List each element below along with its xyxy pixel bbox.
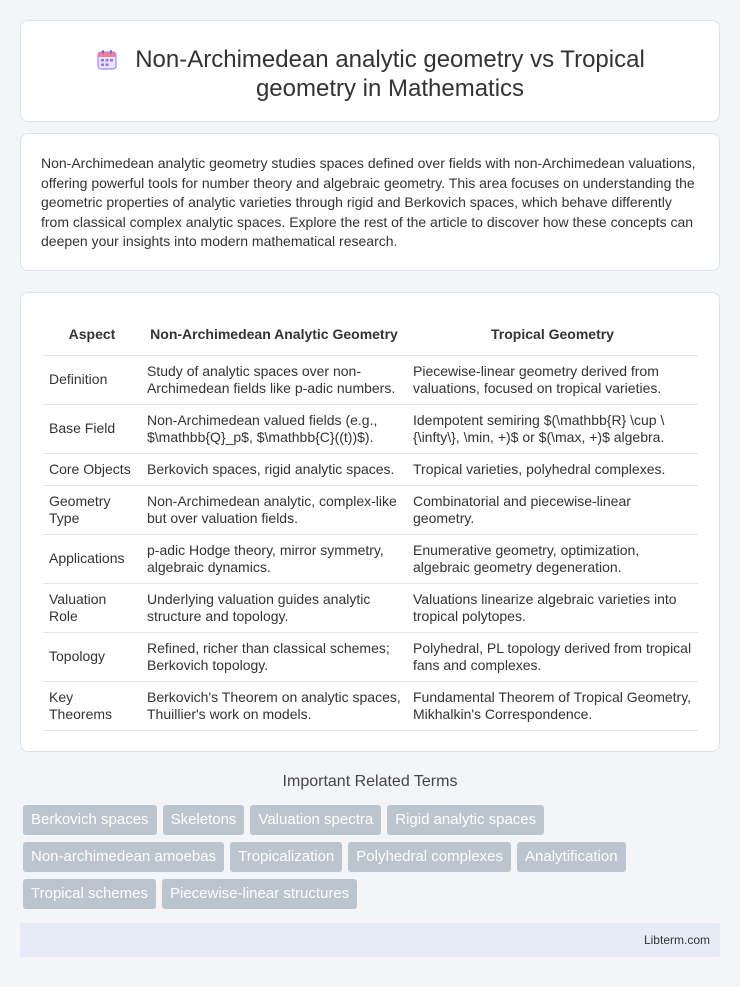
table-row (43, 404, 698, 453)
related-term-tag[interactable]: Non-archimedean amoebas (23, 842, 224, 872)
related-term-tag[interactable]: Valuation spectra (250, 805, 381, 835)
related-term-tag[interactable]: Rigid analytic spaces (387, 805, 544, 835)
footer (20, 923, 720, 957)
tropical-cell: Piecewise-linear geometry derived from valuations, focused on tropical varieties. (407, 355, 698, 404)
table-header-row (43, 315, 698, 355)
related-term-tag[interactable]: Analytification (517, 842, 626, 872)
title-card (20, 20, 720, 122)
related-term-tag[interactable]: Polyhedral complexes (348, 842, 511, 872)
non-archimedean-cell: Berkovich spaces, rigid analytic spaces. (141, 453, 407, 485)
table-row (43, 534, 698, 583)
non-archimedean-cell: Non-Archimedean analytic, complex-like but over valuation fields. (141, 485, 407, 534)
header-aspect: Aspect (43, 315, 141, 355)
non-archimedean-cell: Refined, richer than classical schemes; Berkovich topology. (141, 632, 407, 681)
related-term-tag[interactable]: Skeletons (163, 805, 245, 835)
comparison-table (43, 315, 698, 731)
header-non-archimedean: Non-Archimedean Analytic Geometry (141, 315, 407, 355)
related-terms-title: Important Related Terms (282, 773, 458, 790)
non-archimedean-cell: Underlying valuation guides analytic structure and topology. (141, 583, 407, 632)
table-row (43, 681, 698, 730)
related-term-tag[interactable]: Berkovich spaces (23, 805, 157, 835)
tropical-cell: Valuations linearize algebraic varieties into tropical polytopes. (407, 583, 698, 632)
related-term-tag[interactable]: Tropicalization (230, 842, 342, 872)
comparison-card (20, 292, 720, 752)
non-archimedean-cell: Study of analytic spaces over non-Archimedean fields like p-adic numbers. (141, 355, 407, 404)
table-row (43, 583, 698, 632)
intro-paragraph: Non-Archimedean analytic geometry studies spaces defined over fields with non-Archimedean valuations, offering powerful tools for number theory and algebraic geometry. This area focuses on understanding the geometric properties of analytic varieties through rigid and Berkovich spaces, which behave differently from classical complex analytic spaces. Explore the rest of the article to discover how these concepts can deepen your insights into modern mathematical research. (41, 155, 696, 250)
tropical-cell: Fundamental Theorem of Tropical Geometry, Mikhalkin's Correspondence. (407, 681, 698, 730)
non-archimedean-cell: p-adic Hodge theory, mirror symmetry, algebraic dynamics. (141, 534, 407, 583)
aspect-cell: Geometry Type (43, 485, 141, 534)
aspect-cell: Topology (43, 632, 141, 681)
page-title: Non-Archimedean analytic geometry vs Tropical geometry in Mathematics (135, 46, 645, 102)
tropical-cell: Enumerative geometry, optimization, algebraic geometry degeneration. (407, 534, 698, 583)
tropical-cell: Idempotent semiring $(\mathbb{R} \cup \{\infty\}, \min, +)$ or $(\max, +)$ algebra. (407, 404, 698, 453)
footer-site-link[interactable]: Libterm.com (643, 933, 710, 947)
table-row (43, 355, 698, 404)
table-row (43, 485, 698, 534)
table-row (43, 632, 698, 681)
tropical-cell: Tropical varieties, polyhedral complexes. (407, 453, 698, 485)
aspect-cell: Valuation Role (43, 583, 141, 632)
intro-card (20, 133, 720, 271)
related-term-tag[interactable]: Tropical schemes (23, 879, 156, 909)
non-archimedean-cell: Non-Archimedean valued fields (e.g., $\mathbb{Q}_p$, $\mathbb{C}((t))$). (141, 404, 407, 453)
non-archimedean-cell: Berkovich's Theorem on analytic spaces, Thuillier's work on models. (141, 681, 407, 730)
related-term-tag[interactable]: Piecewise-linear structures (162, 879, 357, 909)
aspect-cell: Applications (43, 534, 141, 583)
header-tropical: Tropical Geometry (407, 315, 698, 355)
aspect-cell: Key Theorems (43, 681, 141, 730)
aspect-cell: Definition (43, 355, 141, 404)
tropical-cell: Polyhedral, PL topology derived from tropical fans and complexes. (407, 632, 698, 681)
aspect-cell: Base Field (43, 404, 141, 453)
related-terms-list (23, 805, 703, 909)
aspect-cell: Core Objects (43, 453, 141, 485)
tropical-cell: Combinatorial and piecewise-linear geometry. (407, 485, 698, 534)
table-row (43, 453, 698, 485)
